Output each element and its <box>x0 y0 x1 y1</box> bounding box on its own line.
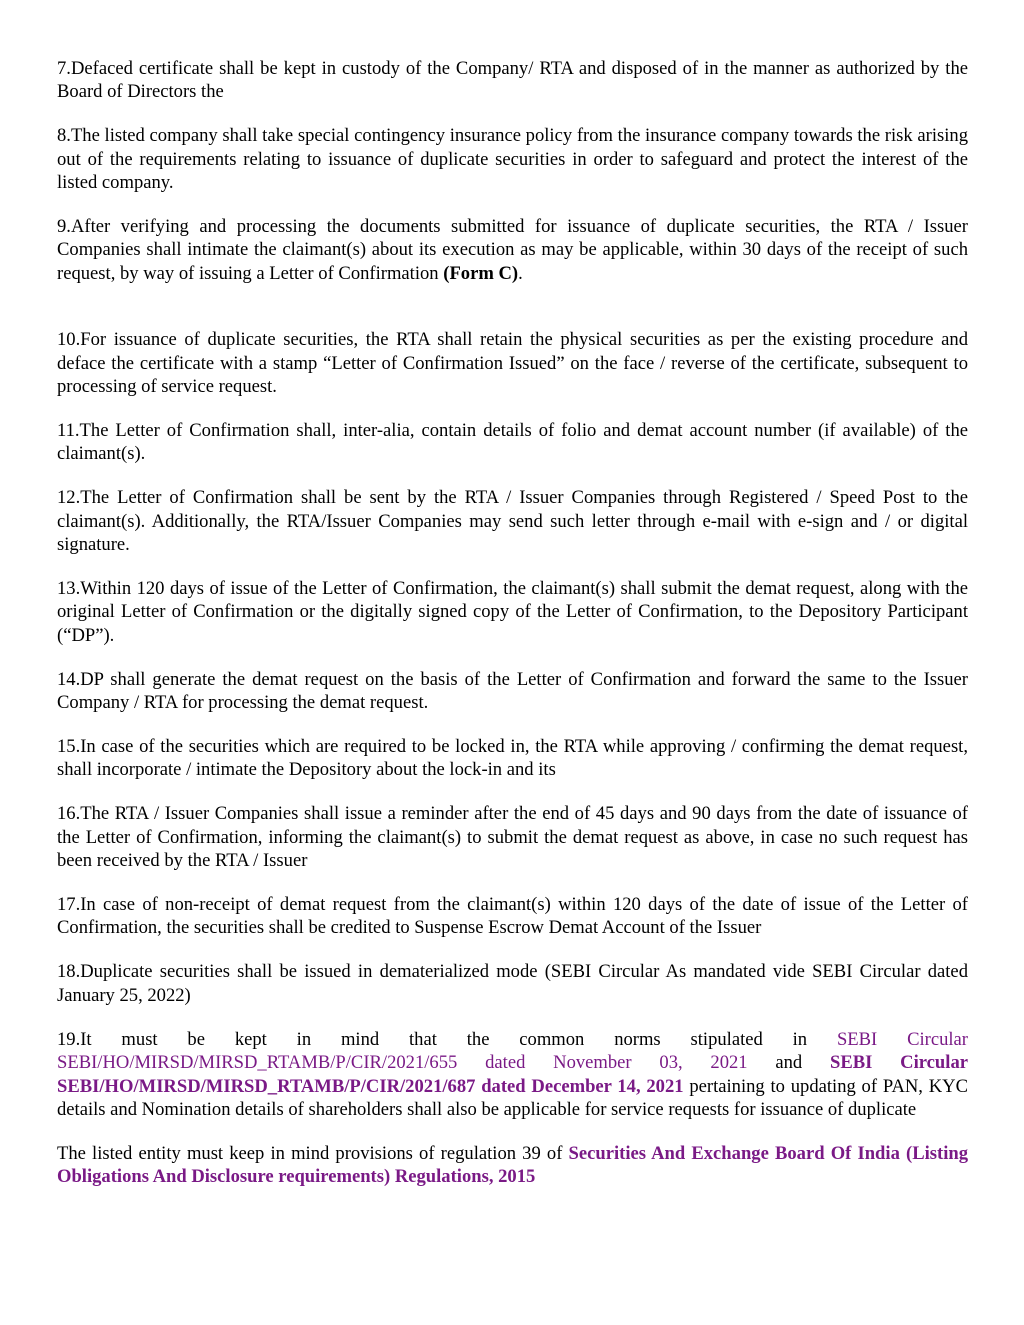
final-paragraph <box>57 1142 968 1189</box>
document-page <box>57 57 968 1209</box>
paragraph-7: 7.Defaced certificate shall be kept in custody of the Company/ RTA and disposed of in the manner as authorized by the Board of Directors the <box>57 58 968 103</box>
paragraph-17: 17.In case of non-receipt of demat request from the claimant(s) within 120 days of the date of issue of the Letter of Confirmation, the securities shall be credited to Suspense Escrow Demat Account of the Issuer <box>57 894 968 939</box>
paragraph-8: 8.The listed company shall take special contingency insurance policy from the insurance company towards the risk arising out of the requirements relating to issuance of duplicate securities in order to safeguard and protect the interest of the listed company. <box>57 125 968 194</box>
paragraph-9 <box>57 215 968 285</box>
sebi-circular-655-link[interactable]: SEBI Circular SEBI/HO/MIRSD/MIRSD_RTAMB/P/CIR/2021/655 dated November 03, 2021 <box>57 1028 968 1074</box>
paragraph-19 <box>57 1028 968 1122</box>
paragraph-9-end: . <box>518 262 523 284</box>
paragraph-14: 14.DP shall generate the demat request on the basis of the Letter of Confirmation and forward the same to the Issuer Company / RTA for processing the demat request. <box>57 668 968 714</box>
paragraph-18: 18.Duplicate securities shall be issued in dematerialized mode (SEBI Circular As mandated vide SEBI Circular dated January 25, 2022) <box>57 961 968 1006</box>
paragraph-12: 12.The Letter of Confirmation shall be sent by the RTA / Issuer Companies through Registered / Speed Post to the claimant(s). Additionally, the RTA/Issuer Companies may send such letter through e-mail with e-sign and / or digital signature. <box>57 487 968 556</box>
paragraph-10: 10.For issuance of duplicate securities, the RTA shall retain the physical securities as per the existing procedure and deface the certificate with a stamp “Letter of Confirmation Issued” on the face / reverse of the certificate, subsequent to processing of service request. <box>57 329 968 398</box>
sebi-lodr-regulations-link[interactable]: Securities And Exchange Board Of India (Listing Obligations And Disclosure requirements) Regulations, 2015 <box>57 1142 968 1188</box>
sebi-circular-687-link[interactable]: SEBI Circular SEBI/HO/MIRSD/MIRSD_RTAMB/P/CIR/2021/687 dated December 14, 2021 <box>57 1052 968 1097</box>
paragraph-19-text-3: pertaining to updating of PAN, KYC details and Nomination details of shareholders shall also be applicable for service requests for issuance of duplicate <box>57 1075 968 1120</box>
paragraph-11: 11.The Letter of Confirmation shall, inter-alia, contain details of folio and demat account number (if available) of the claimant(s). <box>57 419 968 465</box>
final-paragraph-text: The listed entity must keep in mind provisions of regulation 39 of <box>57 1142 569 1164</box>
paragraph-13: 13.Within 120 days of issue of the Letter of Confirmation, the claimant(s) shall submit the demat request, along with the original Letter of Confirmation or the digitally signed copy of the Letter of Confirmation, to the Depository Participant (“DP”). <box>57 578 968 646</box>
paragraph-19-text-2: and <box>747 1052 831 1074</box>
paragraph-15: 15.In case of the securities which are required to be locked in, the RTA while approving / confirming the demat request, shall incorporate / intimate the Depository about the lock-in and its <box>57 736 968 781</box>
paragraph-9-text: 9.After verifying and processing the documents submitted for issuance of duplicate securities, the RTA / Issuer Companies shall intimate the claimant(s) about its execution as may be applicable, within 30 days of the receipt of such request, by way of issuing a Letter of Confirmation <box>57 216 968 284</box>
paragraph-19-text-1: 19.It must be kept in mind that the common norms stipulated in <box>57 1028 837 1050</box>
paragraph-16: 16.The RTA / Issuer Companies shall issue a reminder after the end of 45 days and 90 days from the date of issuance of the Letter of Confirmation, informing the claimant(s) to submit the demat request as above, in case no such request has been received by the RTA / Issuer <box>57 803 968 872</box>
form-c-reference: (Form C) <box>443 262 519 284</box>
